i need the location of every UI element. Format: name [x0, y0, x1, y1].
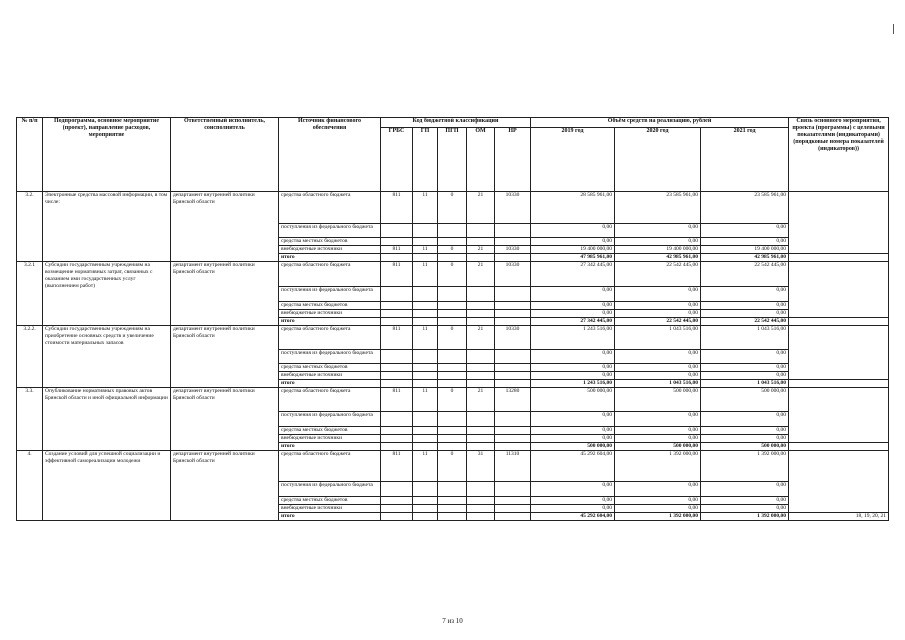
kbk-pgp — [438, 310, 467, 318]
funding-source: итого — [279, 318, 381, 326]
funding-source: поступления из федерального бюджета — [279, 287, 381, 302]
funding-source: поступления из федерального бюджета — [279, 224, 381, 238]
kbk-om: 21 — [467, 262, 495, 287]
kbk-grbs — [381, 505, 413, 513]
kbk-gp — [413, 497, 438, 505]
amount-y2020: 0,00 — [615, 412, 701, 427]
funding-source: внебюджетные источники — [279, 505, 381, 513]
col-program-header: Подпрограмма, основное мероприятие (проект), направление расходов, мероприятие — [43, 118, 171, 192]
indicator-link: 18, 19, 20, 21 — [789, 513, 889, 521]
amount-y2019: 1 243 516,00 — [531, 380, 615, 388]
kbk-pgp — [438, 350, 467, 364]
amount-y2019: 0,00 — [531, 350, 615, 364]
funding-source: внебюджетные источники — [279, 246, 381, 254]
table-row — [17, 262, 889, 287]
item-number: 3.2.2. — [17, 326, 43, 388]
kbk-om — [467, 427, 495, 435]
amount-y2019: 0,00 — [531, 238, 615, 246]
amount-y2021: 22 542 445,00 — [701, 262, 789, 287]
amount-y2020: 1 043 516,00 — [615, 326, 701, 350]
page-number: 7 из 10 — [442, 617, 463, 625]
amount-y2020: 0,00 — [615, 287, 701, 302]
amount-y2021: 0,00 — [701, 310, 789, 318]
amount-y2021: 0,00 — [701, 350, 789, 364]
kbk-om: 21 — [467, 246, 495, 254]
kbk-pgp — [438, 482, 467, 497]
col-link-header: Связь основного мероприятия, проекта (программы) с целевыми показателями (индикаторами) (порядковые номера показателей (индикаторов)) — [789, 118, 889, 192]
kbk-grbs: 811 — [381, 388, 413, 412]
funding-source: внебюджетные источники — [279, 435, 381, 443]
kbk-grbs: 811 — [381, 192, 413, 224]
kbk-pgp — [438, 372, 467, 380]
amount-y2020: 0,00 — [615, 302, 701, 310]
kbk-gp — [413, 310, 438, 318]
funding-source: внебюджетные источники — [279, 372, 381, 380]
col-2020-header: 2020 год — [615, 128, 701, 192]
item-name: Электронные средства массовой информации, в том числе: — [43, 192, 171, 262]
indicator-link — [789, 326, 889, 380]
header-row-1 — [17, 118, 889, 128]
kbk-grbs — [381, 350, 413, 364]
table-row — [17, 388, 889, 412]
kbk-gp — [413, 427, 438, 435]
kbk-om — [467, 238, 495, 246]
kbk-pgp — [438, 287, 467, 302]
kbk-gp — [413, 224, 438, 238]
indicator-link — [789, 388, 889, 443]
kbk-pgp — [438, 380, 467, 388]
amount-y2021: 0,00 — [701, 435, 789, 443]
funding-source: итого — [279, 513, 381, 521]
amount-y2019: 45 292 604,00 — [531, 513, 615, 521]
kbk-om — [467, 364, 495, 372]
amount-y2021: 1 392 000,00 — [701, 513, 789, 521]
kbk-gp — [413, 435, 438, 443]
amount-y2019: 500 000,00 — [531, 443, 615, 451]
indicator-link — [789, 443, 889, 451]
kbk-om — [467, 254, 495, 262]
funding-source: средства областного бюджета — [279, 192, 381, 224]
kbk-nr: 11310 — [495, 451, 531, 482]
kbk-om: 21 — [467, 192, 495, 224]
indicator-link — [789, 262, 889, 318]
kbk-grbs — [381, 372, 413, 380]
kbk-pgp — [438, 505, 467, 513]
col-num-header: № п/п — [17, 118, 43, 192]
amount-y2020: 0,00 — [615, 435, 701, 443]
funding-source: итого — [279, 443, 381, 451]
kbk-om — [467, 310, 495, 318]
kbk-pgp — [438, 443, 467, 451]
amount-y2019: 47 985 961,00 — [531, 254, 615, 262]
scan-edge-mark — [893, 24, 894, 34]
kbk-grbs — [381, 412, 413, 427]
kbk-pgp — [438, 364, 467, 372]
kbk-nr — [495, 513, 531, 521]
amount-y2019: 0,00 — [531, 412, 615, 427]
kbk-om — [467, 497, 495, 505]
kbk-pgp — [438, 497, 467, 505]
amount-y2020: 0,00 — [615, 364, 701, 372]
indicator-link — [789, 380, 889, 388]
kbk-om — [467, 318, 495, 326]
kbk-pgp — [438, 302, 467, 310]
amount-y2021: 42 985 961,00 — [701, 254, 789, 262]
funding-source: поступления из федерального бюджета — [279, 350, 381, 364]
funding-source: поступления из федерального бюджета — [279, 412, 381, 427]
kbk-pgp: 0 — [438, 192, 467, 224]
kbk-pgp — [438, 412, 467, 427]
kbk-gp — [413, 302, 438, 310]
kbk-om — [467, 372, 495, 380]
kbk-nr — [495, 254, 531, 262]
amount-y2020: 22 542 445,00 — [615, 318, 701, 326]
amount-y2021: 0,00 — [701, 505, 789, 513]
kbk-pgp: 0 — [438, 326, 467, 350]
funding-source: средства местных бюджетов — [279, 238, 381, 246]
item-name: Субсидии государственным учреждениям на возмещение нормативных затрат, связанных с оказанием ими государственных услуг (выполнением работ) — [43, 262, 171, 326]
kbk-om — [467, 482, 495, 497]
kbk-grbs — [381, 513, 413, 521]
funding-source: средства местных бюджетов — [279, 497, 381, 505]
amount-y2020: 0,00 — [615, 224, 701, 238]
kbk-nr — [495, 380, 531, 388]
kbk-gp — [413, 364, 438, 372]
kbk-gp — [413, 287, 438, 302]
kbk-nr — [495, 497, 531, 505]
amount-y2019: 0,00 — [531, 427, 615, 435]
kbk-nr — [495, 435, 531, 443]
kbk-grbs — [381, 427, 413, 435]
kbk-pgp — [438, 224, 467, 238]
kbk-nr — [495, 364, 531, 372]
amount-y2020: 0,00 — [615, 372, 701, 380]
kbk-om — [467, 513, 495, 521]
amount-y2019: 19 400 000,00 — [531, 246, 615, 254]
table-row — [17, 326, 889, 350]
amount-y2021: 0,00 — [701, 224, 789, 238]
kbk-gp: 11 — [413, 326, 438, 350]
amount-y2019: 0,00 — [531, 372, 615, 380]
kbk-grbs — [381, 238, 413, 246]
kbk-gp — [413, 318, 438, 326]
kbk-gp — [413, 238, 438, 246]
funding-source: средства областного бюджета — [279, 451, 381, 482]
item-responsible: департамент внутренней политики Брянской области — [171, 326, 279, 388]
kbk-om — [467, 302, 495, 310]
kbk-grbs — [381, 443, 413, 451]
kbk-om — [467, 435, 495, 443]
kbk-gp: 11 — [413, 388, 438, 412]
kbk-pgp — [438, 435, 467, 443]
item-number: 3.2. — [17, 192, 43, 262]
amount-y2020: 500 000,00 — [615, 388, 701, 412]
kbk-pgp: 0 — [438, 451, 467, 482]
item-responsible: департамент внутренней политики Брянской области — [171, 262, 279, 326]
col-2019-header: 2019 год — [531, 128, 615, 192]
col-responsible-header: Ответственный исполнитель, соисполнитель — [171, 118, 279, 192]
amount-y2020: 0,00 — [615, 310, 701, 318]
amount-y2021: 500 000,00 — [701, 388, 789, 412]
table-row — [17, 192, 889, 224]
funding-source: итого — [279, 254, 381, 262]
amount-y2020: 19 400 000,00 — [615, 246, 701, 254]
amount-y2020: 1 392 000,00 — [615, 451, 701, 482]
kbk-grbs — [381, 380, 413, 388]
item-responsible: департамент внутренней политики Брянской области — [171, 192, 279, 262]
amount-y2021: 23 585 961,00 — [701, 192, 789, 224]
kbk-nr — [495, 427, 531, 435]
kbk-grbs — [381, 497, 413, 505]
amount-y2021: 0,00 — [701, 412, 789, 427]
amount-y2021: 500 000,00 — [701, 443, 789, 451]
amount-y2019: 0,00 — [531, 435, 615, 443]
indicator-link — [789, 254, 889, 262]
kbk-om — [467, 350, 495, 364]
kbk-grbs: 811 — [381, 246, 413, 254]
funding-source: средства областного бюджета — [279, 326, 381, 350]
amount-y2021: 0,00 — [701, 497, 789, 505]
kbk-om: 31 — [467, 451, 495, 482]
item-number: 3.3. — [17, 388, 43, 451]
amount-y2021: 0,00 — [701, 372, 789, 380]
table-body — [17, 192, 889, 521]
col-2021-header: 2021 год — [701, 128, 789, 192]
kbk-nr — [495, 482, 531, 497]
kbk-grbs — [381, 302, 413, 310]
kbk-om: 21 — [467, 326, 495, 350]
item-name: Субсидии государственным учреждениям на приобретение основных средств и увеличение стоимости материальных запасов — [43, 326, 171, 388]
amount-y2021: 1 392 000,00 — [701, 451, 789, 482]
kbk-pgp: 0 — [438, 262, 467, 287]
kbk-grbs — [381, 287, 413, 302]
amount-y2019: 1 243 516,00 — [531, 326, 615, 350]
amount-y2019: 27 342 445,00 — [531, 262, 615, 287]
indicator-link — [789, 192, 889, 254]
item-number: 3.2.1 — [17, 262, 43, 326]
funding-source: средства местных бюджетов — [279, 427, 381, 435]
amount-y2021: 22 542 445,00 — [701, 318, 789, 326]
col-volume-header: Объём средств на реализацию, рублей — [531, 118, 789, 128]
amount-y2019: 27 342 445,00 — [531, 318, 615, 326]
item-responsible: департамент внутренней политики Брянской области — [171, 451, 279, 521]
amount-y2021: 19 400 000,00 — [701, 246, 789, 254]
kbk-om — [467, 443, 495, 451]
kbk-grbs — [381, 310, 413, 318]
kbk-gp: 11 — [413, 262, 438, 287]
kbk-om — [467, 412, 495, 427]
funding-source: средства местных бюджетов — [279, 302, 381, 310]
col-om-header: ОМ — [467, 128, 495, 192]
kbk-nr — [495, 302, 531, 310]
kbk-nr: 10330 — [495, 246, 531, 254]
funding-source: внебюджетные источники — [279, 310, 381, 318]
kbk-grbs: 811 — [381, 326, 413, 350]
funding-source: поступления из федерального бюджета — [279, 482, 381, 497]
kbk-gp — [413, 412, 438, 427]
amount-y2020: 23 585 961,00 — [615, 192, 701, 224]
amount-y2020: 0,00 — [615, 238, 701, 246]
amount-y2021: 0,00 — [701, 238, 789, 246]
amount-y2020: 0,00 — [615, 350, 701, 364]
col-kbk-header: Код бюджетной классификации — [381, 118, 531, 128]
col-grbs-header: ГРБС — [381, 128, 413, 192]
kbk-nr — [495, 224, 531, 238]
kbk-gp — [413, 505, 438, 513]
item-name: Опубликование нормативных правовых актов Брянской области и иной официальной информации — [43, 388, 171, 451]
kbk-nr: 10330 — [495, 262, 531, 287]
kbk-pgp: 0 — [438, 246, 467, 254]
kbk-nr: 13280 — [495, 388, 531, 412]
kbk-gp — [413, 254, 438, 262]
col-pgp-header: ПГП — [438, 128, 467, 192]
kbk-om — [467, 287, 495, 302]
amount-y2019: 0,00 — [531, 287, 615, 302]
item-name: Создание условий для успешной социализации и эффективной самореализации молодежи — [43, 451, 171, 521]
kbk-gp — [413, 350, 438, 364]
amount-y2020: 1 043 516,00 — [615, 380, 701, 388]
amount-y2021: 0,00 — [701, 482, 789, 497]
kbk-grbs: 811 — [381, 451, 413, 482]
kbk-grbs — [381, 254, 413, 262]
amount-y2020: 0,00 — [615, 497, 701, 505]
amount-y2021: 0,00 — [701, 427, 789, 435]
kbk-gp — [413, 372, 438, 380]
kbk-pgp — [438, 254, 467, 262]
kbk-gp — [413, 513, 438, 521]
kbk-nr: 10330 — [495, 192, 531, 224]
amount-y2019: 0,00 — [531, 224, 615, 238]
kbk-pgp — [438, 513, 467, 521]
kbk-om: 21 — [467, 388, 495, 412]
funding-source: средства областного бюджета — [279, 262, 381, 287]
kbk-nr: 10330 — [495, 326, 531, 350]
funding-source: итого — [279, 380, 381, 388]
amount-y2021: 0,00 — [701, 287, 789, 302]
amount-y2020: 22 542 445,00 — [615, 262, 701, 287]
kbk-nr — [495, 287, 531, 302]
amount-y2019: 500 000,00 — [531, 388, 615, 412]
amount-y2020: 0,00 — [615, 427, 701, 435]
amount-y2020: 42 985 961,00 — [615, 254, 701, 262]
budget-table — [16, 117, 889, 521]
kbk-grbs — [381, 318, 413, 326]
kbk-nr — [495, 318, 531, 326]
amount-y2020: 0,00 — [615, 482, 701, 497]
col-source-header: Источник финансового обеспечения — [279, 118, 381, 192]
amount-y2019: 0,00 — [531, 302, 615, 310]
kbk-grbs — [381, 482, 413, 497]
indicator-link — [789, 451, 889, 513]
item-number: 4. — [17, 451, 43, 521]
amount-y2020: 500 000,00 — [615, 443, 701, 451]
kbk-nr — [495, 505, 531, 513]
amount-y2021: 1 043 516,00 — [701, 326, 789, 350]
kbk-nr — [495, 443, 531, 451]
kbk-pgp: 0 — [438, 388, 467, 412]
kbk-nr — [495, 310, 531, 318]
kbk-pgp — [438, 318, 467, 326]
kbk-nr — [495, 372, 531, 380]
col-gp-header: ГП — [413, 128, 438, 192]
kbk-gp — [413, 380, 438, 388]
kbk-nr — [495, 238, 531, 246]
amount-y2019: 0,00 — [531, 505, 615, 513]
kbk-grbs — [381, 364, 413, 372]
amount-y2019: 0,00 — [531, 497, 615, 505]
indicator-link — [789, 318, 889, 326]
amount-y2019: 45 292 604,00 — [531, 451, 615, 482]
item-responsible: департамент внутренней политики Брянской области — [171, 388, 279, 451]
amount-y2021: 0,00 — [701, 302, 789, 310]
table-row — [17, 451, 889, 482]
amount-y2019: 0,00 — [531, 310, 615, 318]
funding-source: средства местных бюджетов — [279, 364, 381, 372]
kbk-nr — [495, 412, 531, 427]
kbk-gp — [413, 443, 438, 451]
amount-y2019: 0,00 — [531, 364, 615, 372]
col-nr-header: НР — [495, 128, 531, 192]
kbk-om — [467, 380, 495, 388]
kbk-grbs: 811 — [381, 262, 413, 287]
amount-y2020: 0,00 — [615, 505, 701, 513]
amount-y2021: 1 043 516,00 — [701, 380, 789, 388]
kbk-gp — [413, 482, 438, 497]
amount-y2019: 28 585 961,00 — [531, 192, 615, 224]
kbk-gp: 11 — [413, 451, 438, 482]
kbk-gp: 11 — [413, 246, 438, 254]
kbk-grbs — [381, 435, 413, 443]
kbk-pgp — [438, 427, 467, 435]
amount-y2020: 1 392 000,00 — [615, 513, 701, 521]
kbk-om — [467, 505, 495, 513]
kbk-om — [467, 224, 495, 238]
kbk-gp: 11 — [413, 192, 438, 224]
amount-y2019: 0,00 — [531, 482, 615, 497]
amount-y2021: 0,00 — [701, 364, 789, 372]
kbk-pgp — [438, 238, 467, 246]
funding-source: средства областного бюджета — [279, 388, 381, 412]
kbk-nr — [495, 350, 531, 364]
kbk-grbs — [381, 224, 413, 238]
